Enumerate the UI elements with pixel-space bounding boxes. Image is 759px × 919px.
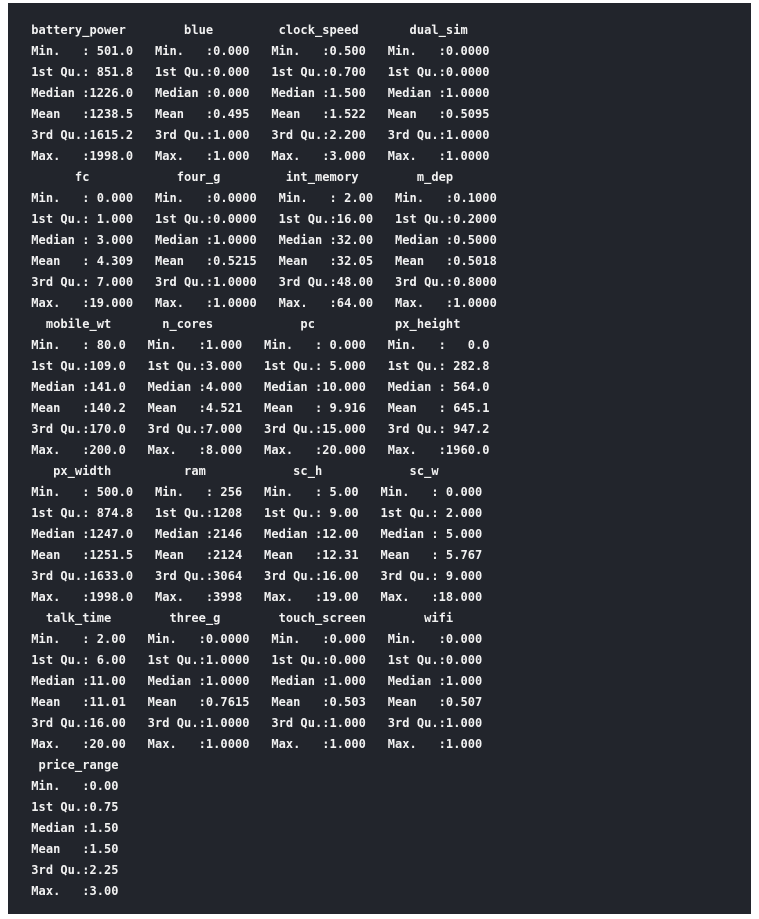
- output-line: mobile_wt n_cores pc px_height: [24, 317, 497, 331]
- output-line: Mean :1.50: [24, 842, 134, 856]
- output-line: 3rd Qu.:16.00 3rd Qu.:1.0000 3rd Qu.:1.000 3rd Qu.:1.000: [24, 716, 497, 730]
- output-line: Mean :140.2 Mean :4.521 Mean : 9.916 Mean : 645.1: [24, 401, 505, 415]
- output-line: Max. :200.0 Max. :8.000 Max. :20.000 Max. :1960.0: [24, 443, 505, 457]
- output-line: Min. : 501.0 Min. :0.000 Min. :0.500 Min. :0.0000: [24, 44, 505, 58]
- output-line: 1st Qu.:109.0 1st Qu.:3.000 1st Qu.: 5.000 1st Qu.: 282.8: [24, 359, 505, 373]
- output-line: 1st Qu.: 874.8 1st Qu.:1208 1st Qu.: 9.00 1st Qu.: 2.000: [24, 506, 497, 520]
- output-line: Max. :20.00 Max. :1.0000 Max. :1.000 Max. :1.000: [24, 737, 497, 751]
- output-line: Median :1.50: [24, 821, 134, 835]
- output-line: Max. :3.00: [24, 884, 134, 898]
- output-line: 3rd Qu.:1633.0 3rd Qu.:3064 3rd Qu.:16.00 3rd Qu.: 9.000: [24, 569, 497, 583]
- output-line: 3rd Qu.:170.0 3rd Qu.:7.000 3rd Qu.:15.000 3rd Qu.: 947.2: [24, 422, 505, 436]
- output-line: talk_time three_g touch_screen wifi: [24, 611, 505, 625]
- output-line: 1st Qu.:0.75: [24, 800, 134, 814]
- output-line: Median :1226.0 Median :0.000 Median :1.500 Median :1.0000: [24, 86, 505, 100]
- output-line: Median : 3.000 Median :1.0000 Median :32.00 Median :0.5000: [24, 233, 512, 247]
- output-line: battery_power blue clock_speed dual_sim: [24, 23, 512, 37]
- output-line: Min. : 80.0 Min. :1.000 Min. : 0.000 Min. : 0.0: [24, 338, 505, 352]
- output-line: Max. :19.000 Max. :1.0000 Max. :64.00 Max. :1.0000: [24, 296, 512, 310]
- output-line: Min. :0.00: [24, 779, 134, 793]
- output-line: Median :1247.0 Median :2146 Median :12.00 Median : 5.000: [24, 527, 497, 541]
- output-line: Min. : 0.000 Min. :0.0000 Min. : 2.00 Min. :0.1000: [24, 191, 512, 205]
- output-line: Max. :1998.0 Max. :1.000 Max. :3.000 Max. :1.0000: [24, 149, 505, 163]
- output-line: 1st Qu.: 851.8 1st Qu.:0.000 1st Qu.:0.700 1st Qu.:0.0000: [24, 65, 505, 79]
- output-line: 3rd Qu.:1615.2 3rd Qu.:1.000 3rd Qu.:2.200 3rd Qu.:1.0000: [24, 128, 505, 142]
- output-line: 3rd Qu.:2.25: [24, 863, 134, 877]
- output-line: 3rd Qu.: 7.000 3rd Qu.:1.0000 3rd Qu.:48.00 3rd Qu.:0.8000: [24, 275, 512, 289]
- output-line: px_width ram sc_h sc_w: [24, 464, 497, 478]
- output-line: Mean :1251.5 Mean :2124 Mean :12.31 Mean : 5.767: [24, 548, 497, 562]
- output-line: Mean : 4.309 Mean :0.5215 Mean :32.05 Mean :0.5018: [24, 254, 512, 268]
- output-line: 1st Qu.: 1.000 1st Qu.:0.0000 1st Qu.:16.00 1st Qu.:0.2000: [24, 212, 512, 226]
- summary-output-text: [8, 3, 751, 902]
- output-line: 1st Qu.: 6.00 1st Qu.:1.0000 1st Qu.:0.000 1st Qu.:0.000: [24, 653, 497, 667]
- output-line: fc four_g int_memory m_dep: [24, 170, 505, 184]
- output-line: Min. : 500.0 Min. : 256 Min. : 5.00 Min. : 0.000: [24, 485, 497, 499]
- summary-output-panel: [8, 3, 751, 914]
- output-line: price_range: [24, 758, 134, 772]
- output-line: Median :11.00 Median :1.0000 Median :1.000 Median :1.000: [24, 674, 497, 688]
- output-line: Mean :1238.5 Mean :0.495 Mean :1.522 Mean :0.5095: [24, 107, 505, 121]
- output-line: Min. : 2.00 Min. :0.0000 Min. :0.000 Min. :0.000: [24, 632, 497, 646]
- output-line: Mean :11.01 Mean :0.7615 Mean :0.503 Mean :0.507: [24, 695, 497, 709]
- output-line: Median :141.0 Median :4.000 Median :10.000 Median : 564.0: [24, 380, 505, 394]
- output-line: Max. :1998.0 Max. :3998 Max. :19.00 Max. :18.000: [24, 590, 497, 604]
